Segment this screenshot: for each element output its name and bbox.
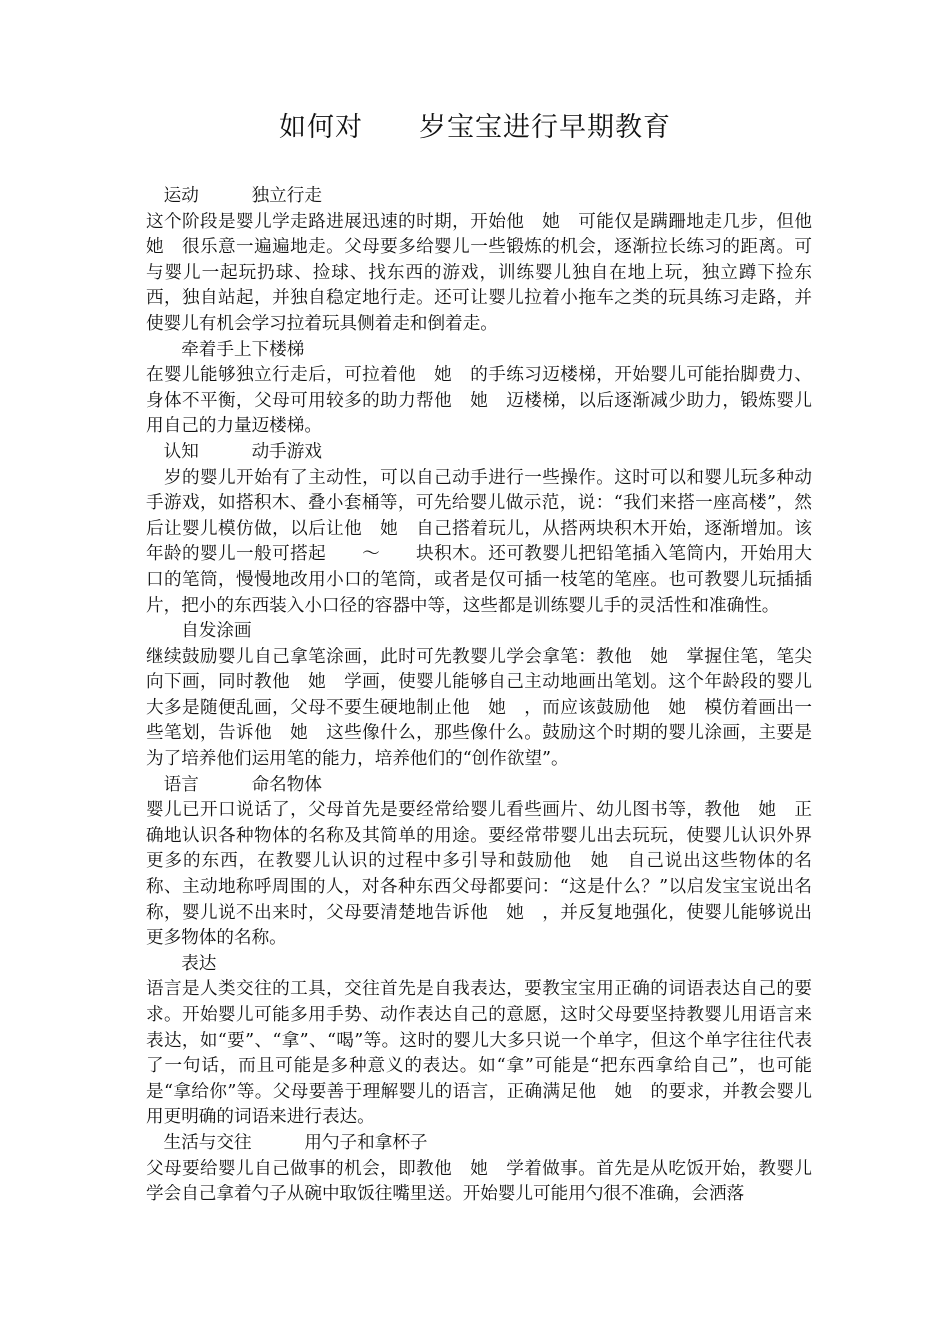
paragraph-walking: 这个阶段是婴儿学走路进展迅速的时期，开始他 她 可能仅是蹒跚地走几步，但他 她 很乐意一遍遍地走。父母要多给婴儿一些锻炼的机会，逐渐拉长练习的距离。可与婴儿一起玩扔球、捡球、找东西的游戏，训练婴儿独自在地上玩，独立蹲下捡东西，独自站起，并独自稳定地行走。还可让婴儿拉着小拖车之类的玩具练习走路，并使婴儿有机会学习拉着玩具侧着走和倒着走。 — [146, 211, 830, 334]
paragraph-drawing: 继续鼓励婴儿自己拿笔涂画，此时可先教婴儿学会拿笔：教他 她 掌握住笔，笔尖向下画，同时教他 她 学画，使婴儿能够自己主动地画出笔划。这个年龄段的婴儿大多是随便乱画，父母不要生硬地制止他 她 ，而应该鼓励他 她 模仿着画出一些笔划，告诉他 她 这些像什么，那些像什么。鼓励这个时期的婴儿涂画，主要是为了培养他们运用笔的能力，培养他们的“创作欲望”。 — [146, 646, 812, 770]
paragraph-hands-on-games: 岁的婴儿开始有了主动性，可以自己动手进行一些操作。这时可以和婴儿玩多种动手游戏，如搭积木、叠小套桶等，可先给婴儿做示范，说：“我们来搭一座高楼”，然后让婴儿模仿做，以后让他 她 自己搭着玩儿，从搭两块积木开始，逐渐增加。该年龄的婴儿一般可搭起 ～ 块积木。还可教婴儿把铅笔插入笔筒内，开始用大口的笔筒，慢慢地改用小口的笔筒，或者是仅可插一枝笔的笔座。也可教婴儿玩插插片，把小的东西装入小口径的容器中等，这些都是训练婴儿手的灵活性和准确性。 — [146, 467, 812, 616]
document-body — [146, 184, 830, 1208]
section-heading-life-spoon-cup: 生活与交往 用勺子和拿杯子 — [146, 1132, 428, 1153]
document-title: 如何对 岁宝宝进行早期教育 — [279, 112, 671, 143]
section-heading-stairs: 牵着手上下楼梯 — [146, 339, 305, 360]
section-heading-motor-walking: 运动 独立行走 — [146, 186, 322, 206]
section-heading-language-naming: 语言 命名物体 — [146, 774, 322, 795]
paragraph-spoon-cup: 父母要给婴儿自己做事的机会，即教他 她 学着做事。首先是从吃饭开始，教婴儿学会自己拿着勺子从碗中取饭往嘴里送。开始婴儿可能用勺很不准确，会洒落 — [146, 1158, 812, 1205]
section-heading-cognition-hands-on: 认知 动手游戏 — [146, 441, 322, 462]
paragraph-expression: 语言是人类交往的工具，交往首先是自我表达，要教宝宝用正确的词语表达自己的要求。开始婴儿可能多用手势、动作表达自己的意愿，这时父母要坚持教婴儿用语言来表达，如“要”、“拿”、“喝”等。这时的婴儿大多只说一个单字，但这个单字往往代表了一句话，而且可能是多种意义的表达。如“拿”可能是“把东西拿给自己”，也可能是“拿给你”等。父母要善于理解婴儿的语言，正确满足他 她 的要求，并教会婴儿用更明确的词语来进行表达。 — [146, 979, 812, 1128]
paragraph-stairs: 在婴儿能够独立行走后，可拉着他 她 的手练习迈楼梯，开始婴儿可能抬脚费力、身体不平衡，父母可用较多的助力帮他 她 迈楼梯，以后逐渐减少助力，锻炼婴儿用自己的力量迈楼梯。 — [146, 365, 812, 437]
section-heading-drawing: 自发涂画 — [146, 621, 252, 642]
section-heading-expression: 表达 — [146, 953, 217, 974]
paragraph-naming: 婴儿已开口说话了，父母首先是要经常给婴儿看些画片、幼儿图书等，教他 她 正确地认识各种物体的名称及其简单的用途。要经常带婴儿出去玩玩，使婴儿认识外界更多的东西，在教婴儿认识的过程中多引导和鼓励他 她 自己说出这些物体的名称、主动地称呼周围的人，对各种东西父母都要问：“这是什么？”以启发宝宝说出名称，婴儿说不出来时，父母要清楚地告诉他 她 ，并反复地强化，使婴儿能够说出更多物体的名称。 — [146, 800, 812, 949]
